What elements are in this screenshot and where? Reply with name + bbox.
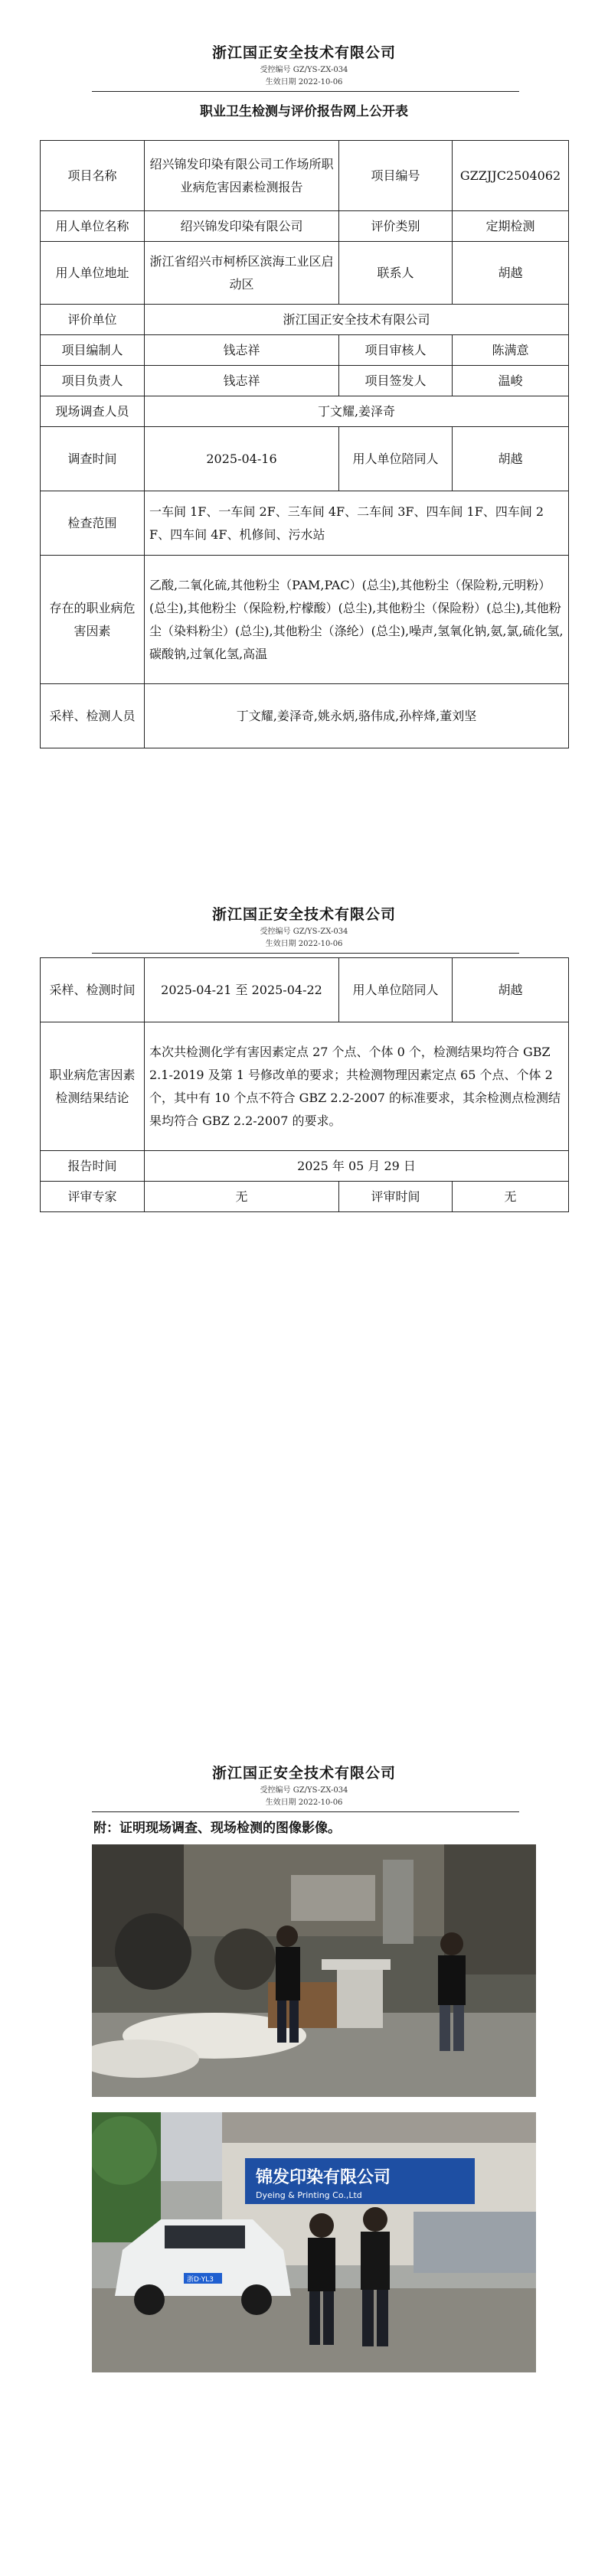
contact-value: 胡越 [453, 242, 569, 305]
escort-value: 胡越 [453, 958, 569, 1022]
reviewer-label: 项目审核人 [339, 335, 453, 366]
company-sign-text: 锦发印染有限公司 [256, 2168, 391, 2187]
scope-value: 一车间 1F、一车间 2F、三车间 4F、二车间 3F、四车间 1F、四车间 2F、四车间 4F、机修间、污水站 [145, 491, 569, 556]
table-row [41, 366, 569, 396]
control-number: 受控编号 GZ/YS-ZX-034 [260, 928, 348, 936]
table-row [41, 141, 569, 211]
contact-label: 联系人 [339, 242, 453, 305]
employer-value: 绍兴锦发印染有限公司 [145, 211, 339, 242]
survey-time-label: 调查时间 [41, 427, 145, 491]
experts-value: 无 [145, 1182, 339, 1212]
company-header: 浙江国正安全技术有限公司 [211, 906, 396, 923]
table-row [41, 491, 569, 556]
scope-label: 检查范围 [41, 491, 145, 556]
header-divider [92, 1811, 519, 1812]
company-entrance-image [92, 2112, 536, 2372]
table-row [41, 335, 569, 366]
control-number: 受控编号 GZ/YS-ZX-034 [260, 1786, 348, 1795]
review-time-label: 评审时间 [339, 1182, 453, 1212]
control-number: 受控编号 GZ/YS-ZX-034 [260, 66, 348, 74]
report-time-label: 报告时间 [41, 1151, 145, 1182]
signer-value: 温峻 [453, 366, 569, 396]
effective-date: 生效日期 2022-10-06 [265, 940, 343, 948]
site-detection-photo [92, 2112, 536, 2372]
table-row [41, 958, 569, 1022]
project-no-label: 项目编号 [339, 141, 453, 211]
table-row [41, 556, 569, 684]
reviewer-value: 陈满意 [453, 335, 569, 366]
project-name-value: 绍兴锦发印染有限公司工作场所职业病危害因素检测报告 [145, 141, 339, 211]
investigator-value: 丁文耀,姜泽奇 [145, 396, 569, 427]
hazards-label: 存在的职业病危害因素 [41, 556, 145, 684]
address-label: 用人单位地址 [41, 242, 145, 305]
report-time-value: 2025 年 05 月 29 日 [145, 1151, 569, 1182]
company-sign-en: Dyeing & Printing Co.,Ltd [256, 2190, 362, 2200]
conclusion-label: 职业病危害因素检测结果结论 [41, 1022, 145, 1151]
sampling-time-label: 采样、检测时间 [41, 958, 145, 1022]
eval-type-label: 评价类别 [339, 211, 453, 242]
eval-unit-value: 浙江国正安全技术有限公司 [145, 305, 569, 335]
hazards-value: 乙酸,二氧化硫,其他粉尘（PAM,PAC）(总尘),其他粉尘（保险粉,元明粉）(总尘),其他粉尘（保险粉,柠檬酸）(总尘),其他粉尘（保险粉）(总尘),其他粉尘（染料粉尘）(总尘),其他粉尘（涤纶）(总尘),噪声,氢氧化钠,氨,氯,硫化氢,碳酸钠,过氧化氢,高温 [145, 556, 569, 684]
escort-value: 胡越 [453, 427, 569, 491]
effective-date: 生效日期 2022-10-06 [265, 1798, 343, 1807]
table-row [41, 1182, 569, 1212]
table-row [41, 242, 569, 305]
leader-label: 项目负责人 [41, 366, 145, 396]
eval-unit-label: 评价单位 [41, 305, 145, 335]
project-name-label: 项目名称 [41, 141, 145, 211]
investigator-label: 现场调查人员 [41, 396, 145, 427]
table-row [41, 396, 569, 427]
site-survey-photo [92, 1844, 536, 2097]
page-title: 职业卫生检测与评价报告网上公开表 [200, 104, 408, 119]
leader-value: 钱志祥 [145, 366, 339, 396]
table-row [41, 684, 569, 748]
table-row [41, 427, 569, 491]
effective-date: 生效日期 2022-10-06 [265, 78, 343, 86]
escort-label: 用人单位陪同人 [339, 958, 453, 1022]
review-time-value: 无 [453, 1182, 569, 1212]
table-row [41, 211, 569, 242]
results-table [40, 957, 569, 1212]
compiler-value: 钱志祥 [145, 335, 339, 366]
samplers-value: 丁文耀,姜泽奇,姚永炳,骆伟成,孙梓烽,董刘坚 [145, 684, 569, 748]
address-value: 浙江省绍兴市柯桥区滨海工业区启动区 [145, 242, 339, 305]
samplers-label: 采样、检测人员 [41, 684, 145, 748]
table-row [41, 1022, 569, 1151]
conclusion-value: 本次共检测化学有害因素定点 27 个点、个体 0 个，检测结果均符合 GBZ 2.1-2019 及第 1 号修改单的要求；共检测物理因素定点 65 个点、个体 2 个，其中有 10 个点不符合 GBZ 2.2-2007 的标准要求，其余检测点检测结果均符合 GBZ 2.2-2007 的要求。 [145, 1022, 569, 1151]
survey-time-value: 2025-04-16 [145, 427, 339, 491]
signer-label: 项目签发人 [339, 366, 453, 396]
header-divider [92, 953, 519, 954]
project-no-value: GZZJJC2504062 [453, 141, 569, 211]
header-divider [92, 91, 519, 92]
sampling-time-value: 2025-04-21 至 2025-04-22 [145, 958, 339, 1022]
table-row [41, 305, 569, 335]
experts-label: 评审专家 [41, 1182, 145, 1212]
eval-type-value: 定期检测 [453, 211, 569, 242]
disclosure-table [40, 140, 569, 748]
escort-label: 用人单位陪同人 [339, 427, 453, 491]
factory-floor-image [92, 1844, 536, 2097]
compiler-label: 项目编制人 [41, 335, 145, 366]
table-row [41, 1151, 569, 1182]
employer-label: 用人单位名称 [41, 211, 145, 242]
company-header: 浙江国正安全技术有限公司 [211, 44, 396, 61]
photo-caption: 附：证明现场调查、现场检测的图像影像。 [93, 1821, 341, 1836]
company-header: 浙江国正安全技术有限公司 [211, 1765, 396, 1782]
license-plate-text: 浙D·YL3 [187, 2276, 214, 2284]
